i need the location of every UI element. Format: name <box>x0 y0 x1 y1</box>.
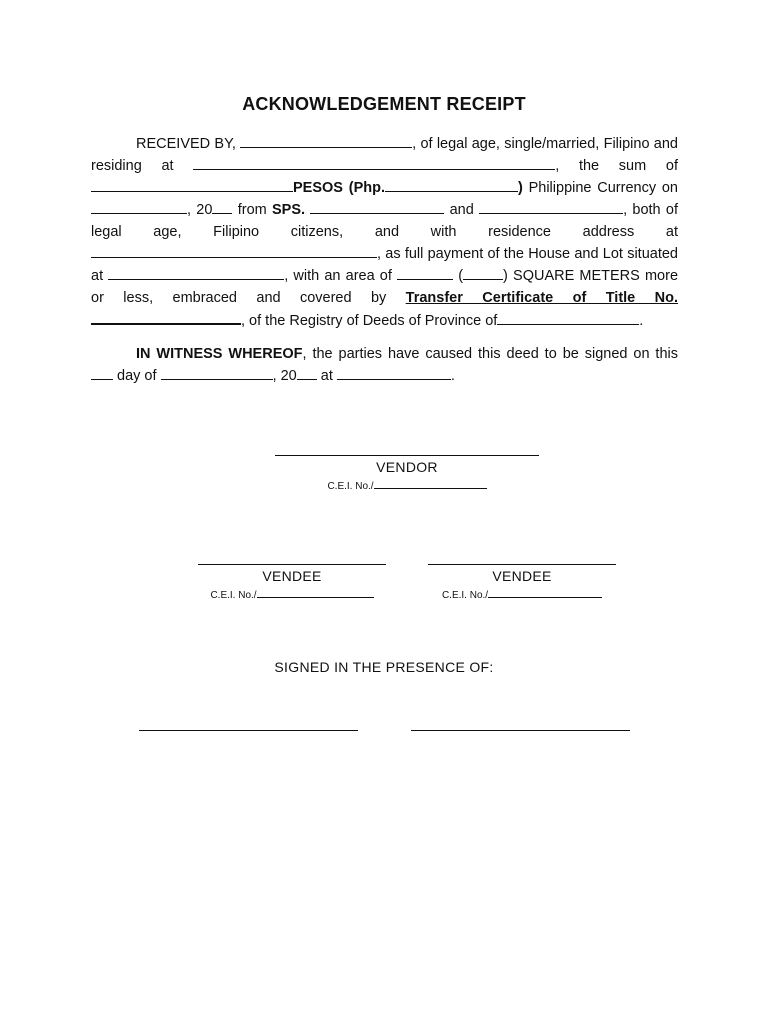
receiver-name-blank[interactable] <box>240 133 412 148</box>
vendee2-cei: C.E.I. No./ <box>420 588 624 601</box>
currency-text: Philippine Currency on <box>522 180 678 196</box>
year-blank-2[interactable] <box>297 365 317 380</box>
area-of-text: , with an area of <box>284 268 398 284</box>
day-blank[interactable] <box>91 365 113 380</box>
situated-at-blank[interactable] <box>108 265 284 280</box>
at-text: at <box>316 368 337 384</box>
sps-label: SPS. <box>272 202 306 218</box>
tct-label: Transfer Certificate of Title No. <box>405 290 678 306</box>
full-payment-text: , as full payment of the House and Lot situated at <box>91 246 678 284</box>
open-paren: ( <box>453 268 464 284</box>
date-blank[interactable] <box>91 199 187 214</box>
legal-age-text: , of legal age, single/married, Filipino and residing at <box>91 136 678 174</box>
spouse1-blank[interactable] <box>310 199 444 214</box>
witness1-signature-line[interactable] <box>139 730 358 731</box>
day-of-text: day of <box>113 368 161 384</box>
province-blank[interactable] <box>497 310 639 325</box>
vendor-cei: C.E.I. No./ <box>275 479 539 492</box>
vendee2-cei-blank[interactable] <box>488 588 602 598</box>
vendee1-signature-line[interactable] <box>198 564 386 565</box>
registry-text: , of the Registry of Deeds of Province of <box>241 313 498 329</box>
both-of-text: , both of legal age, Filipino citizens, and with residence address at <box>91 202 678 240</box>
spouse2-blank[interactable] <box>479 199 623 214</box>
vendee1-cei-blank[interactable] <box>257 588 374 598</box>
vendee2-signature-line[interactable] <box>428 564 616 565</box>
vendee2-label: VENDEE <box>492 568 552 584</box>
month-blank[interactable] <box>161 365 273 380</box>
tct-number-blank[interactable] <box>91 309 241 325</box>
residence-blank[interactable] <box>193 155 555 170</box>
residence-address-blank[interactable] <box>91 243 377 258</box>
pesos-label: PESOS (Php. <box>293 180 385 196</box>
amount-words-blank[interactable] <box>91 177 293 192</box>
vendor-signature-line[interactable] <box>275 455 539 456</box>
area-number-blank[interactable] <box>463 265 503 280</box>
year-blank[interactable] <box>212 199 232 214</box>
year-prefix-2: , 20 <box>272 368 297 384</box>
vendee1-label: VENDEE <box>262 568 322 584</box>
sum-of-text: , the sum of <box>555 158 678 174</box>
place-blank[interactable] <box>337 365 451 380</box>
square-meters-text: ) SQUARE METERS more or less, embraced and covered by <box>91 268 679 306</box>
period-2: . <box>450 368 455 384</box>
vendee1-cei: C.E.I. No./ <box>190 588 394 601</box>
from-text: from <box>232 202 272 218</box>
amount-php-blank[interactable] <box>385 177 518 192</box>
witness-paragraph <box>91 343 678 387</box>
area-words-blank[interactable] <box>397 265 453 280</box>
caused-text: , the parties have caused this deed to be signed on this <box>302 346 678 362</box>
presence-heading: SIGNED IN THE PRESENCE OF: <box>274 659 494 675</box>
vendor-label: VENDOR <box>376 459 438 475</box>
and-text: and <box>444 202 480 218</box>
witness2-signature-line[interactable] <box>411 730 630 731</box>
period: . <box>639 313 644 329</box>
witness-label: IN WITNESS WHEREOF <box>136 346 303 362</box>
document-title: ACKNOWLEDGEMENT RECEIPT <box>242 94 526 114</box>
vendor-cei-blank[interactable] <box>374 479 487 489</box>
close-paren: ) <box>517 180 523 196</box>
receipt-paragraph <box>91 133 678 332</box>
received-by-text: RECEIVED BY, <box>136 136 241 152</box>
year-prefix: , 20 <box>187 202 213 218</box>
